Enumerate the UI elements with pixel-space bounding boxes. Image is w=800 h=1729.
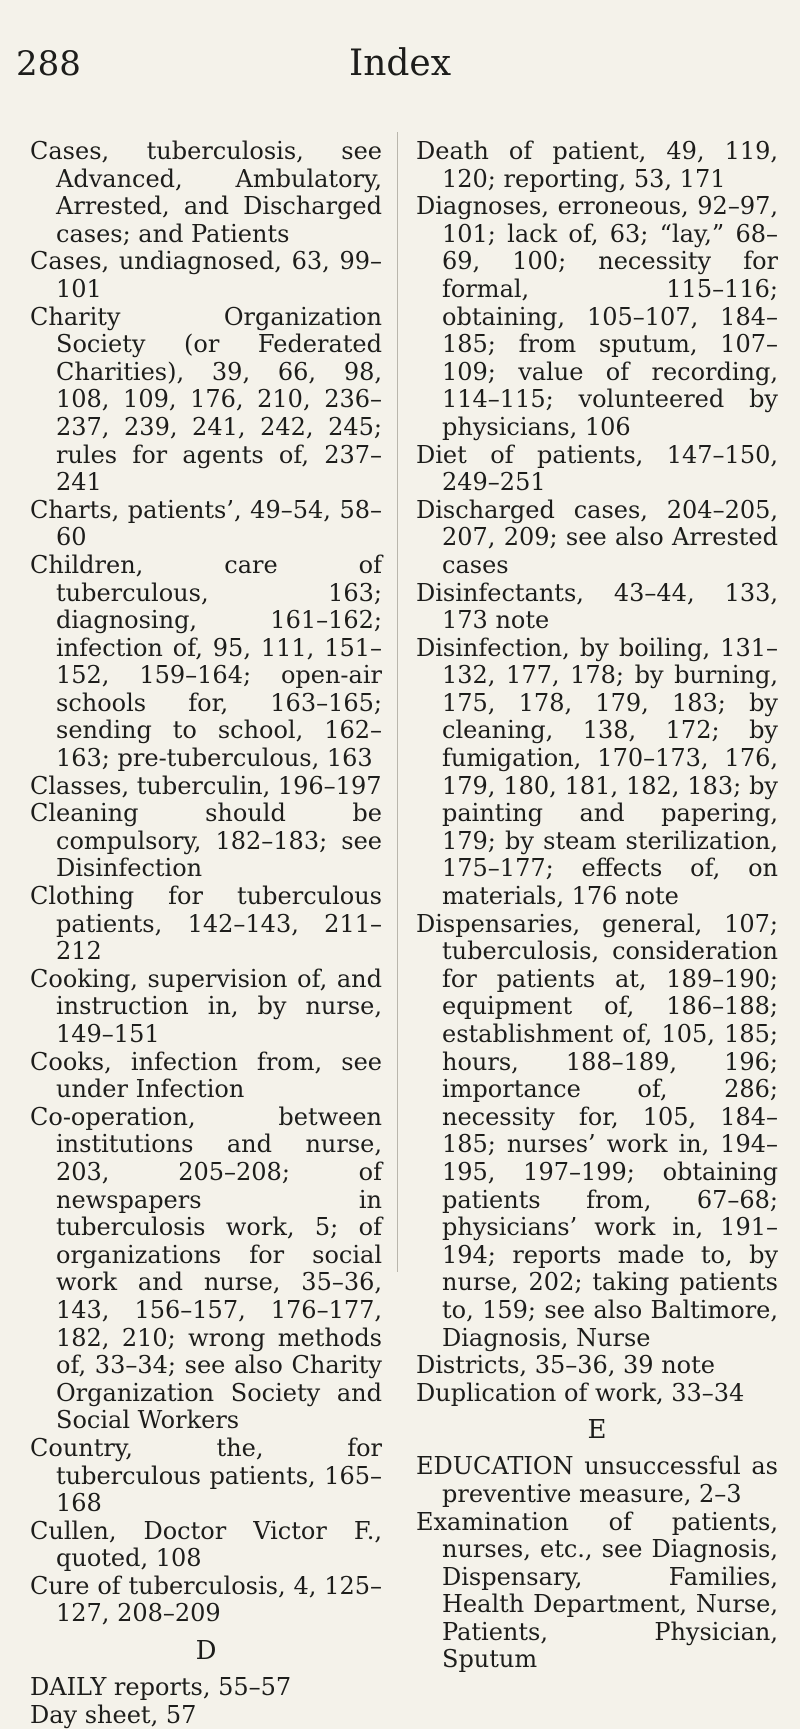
- page-title: Index: [348, 43, 452, 84]
- column-divider: [397, 132, 398, 1272]
- index-entry: Country, the, for tuberculous patients, 165–168: [30, 1433, 382, 1518]
- index-entry: Cullen, Doctor Victor F., quoted, 108: [30, 1516, 382, 1573]
- section-letter-e: E: [587, 1415, 607, 1446]
- index-entry: Disinfectants, 43–44, 133, 173 note: [416, 578, 778, 635]
- index-entry: Death of patient, 49, 119, 120; reporting, 53, 171: [416, 137, 778, 193]
- index-entry: Co-operation, between institutions and nurse, 203, 205–208; of newspapers in tuberculosis work, 5; of organizations for social work and nurse, 35–36, 143, 156–157, 176–177, 182, 210; wrong methods of, 33–34; see also Charity Organization Society and Social Workers: [30, 1102, 382, 1435]
- index-entry: Cleaning should be compulsory, 182–183; see Disinfection: [30, 799, 382, 883]
- index-entry: Diagnoses, erroneous, 92–97, 101; lack of, 63; “lay,” 68–69, 100; necessity for formal, 115–116; obtaining, 105–107, 184–185; from sputum, 107–109; value of recording, 114–115; volunteered by physicians, 106: [416, 192, 778, 441]
- index-entries-e: [416, 1453, 778, 1674]
- index-entry: Dispensaries, general, 107; tuberculosis, consideration for patients at, 189–190; equipment of, 186–188; establishment of, 105, 185; hours, 188–189, 196; importance of, 286; necessity for, 105, 184–185; nurses’ work in, 194–195, 197–199; obtaining patients from, 67–68; physicians’ work in, 191–194; reports made to, by nurse, 202; taking patients to, 159; see also Baltimore, Diagnosis, Nurse: [416, 909, 778, 1352]
- index-entry: Cases, tuberculosis, see Advanced, Ambulatory, Arrested, and Discharged cases; and Patients: [30, 137, 382, 248]
- index-entry: Classes, tuberculin, 196–197: [30, 771, 382, 800]
- index-entry: Diet of patients, 147–150, 249–251: [416, 440, 778, 497]
- index-entry: Children, care of tuberculous, 163; diagnosing, 161–162; infection of, 95, 111, 151–152, 159–164; open-air schools for, 163–165; sending to school, 162–163; pre-tuberculous, 163: [30, 550, 382, 773]
- index-entry: Day sheet, 57: [30, 1700, 197, 1729]
- index-entry: Cases, undiagnosed, 63, 99–101: [30, 247, 382, 303]
- index-entry: Clothing for tuberculous patients, 142–143, 211–212: [30, 882, 382, 966]
- index-entry: Duplication of work, 33–34: [416, 1378, 745, 1407]
- index-entry: Examination of patients, nurses, etc., see Diagnosis, Dispensary, Families, Health Department, Nurse, Patients, Physician, Sputum: [416, 1507, 778, 1674]
- index-entries-d: [30, 1674, 382, 1729]
- index-entry: DAILY reports, 55–57: [30, 1673, 292, 1702]
- left-column: [30, 138, 382, 1729]
- index-entry: Districts, 35–36, 39 note: [416, 1351, 715, 1380]
- index-entry: Charts, patients’, 49–54, 58–60: [30, 495, 382, 552]
- index-entry: Discharged cases, 204–205, 207, 209; see also Arrested cases: [416, 495, 778, 579]
- index-entry: Cooks, infection from, see under Infection: [30, 1047, 382, 1104]
- index-entry: Cure of tuberculosis, 4, 125–127, 208–209: [30, 1571, 382, 1628]
- page-number: 288: [16, 44, 81, 84]
- index-entries-c: [30, 138, 382, 1628]
- section-letter-d: D: [195, 1636, 217, 1667]
- page-header: [0, 42, 800, 92]
- index-entries-d-continued: [416, 138, 778, 1407]
- right-column: [416, 138, 778, 1674]
- index-entry: Cooking, supervision of, and instruction in, by nurse, 149–151: [30, 964, 382, 1048]
- index-entry: EDUCATION unsuccessful as preventive measure, 2–3: [416, 1452, 778, 1508]
- index-entry: Charity Organization Society (or Federated Charities), 39, 66, 98, 108, 109, 176, 210, 236–237, 239, 241, 242, 245; rules for agents of, 237–241: [30, 302, 382, 497]
- index-entry: Disinfection, by boiling, 131–132, 177, 178; by burning, 175, 178, 179, 183; by cleaning, 138, 172; by fumigation, 170–173, 176, 179, 180, 181, 182, 183; by painting and papering, 179; by steam sterilization, 175–177; effects of, on materials, 176 note: [416, 633, 778, 911]
